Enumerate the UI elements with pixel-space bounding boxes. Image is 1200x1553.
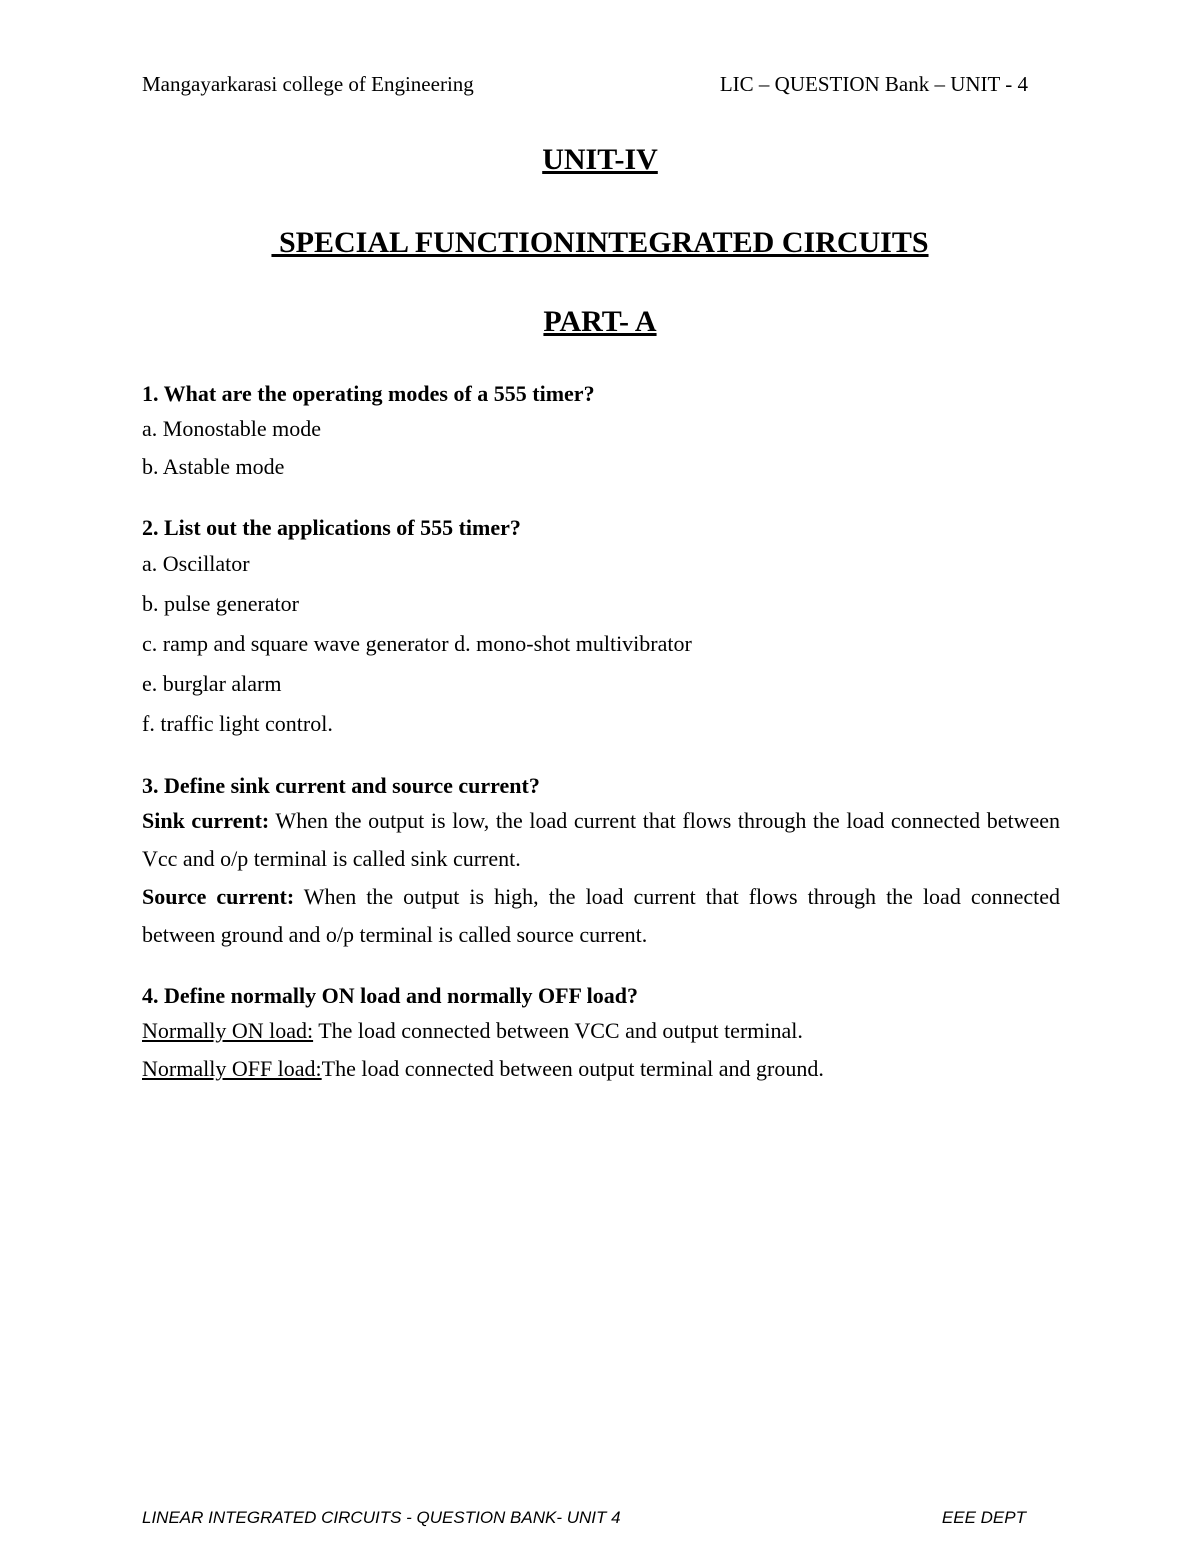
page-footer [142, 1508, 1026, 1528]
sink-current-text: When the output is low, the load current that flows through the load connected between Vcc and o/p terminal is called sink current. [142, 808, 1060, 871]
source-current-text: When the output is high, the load current that flows through the load connected between ground and o/p terminal is called source current. [142, 884, 1060, 947]
subject-title: SPECIAL FUNCTIONINTEGRATED CIRCUITS [271, 226, 929, 259]
sink-current-definition [142, 802, 1060, 878]
footer-course-label: LINEAR INTEGRATED CIRCUITS - QUESTION BANK- UNIT 4 [142, 1508, 621, 1527]
answer-item: f. traffic light control. [142, 711, 333, 736]
question-block-1 [142, 378, 1060, 486]
unit-title: UNIT-IV [542, 143, 658, 176]
normally-off-load-definition [142, 1050, 1060, 1088]
question-heading: 1. What are the operating modes of a 555 timer? [142, 381, 595, 406]
normally-on-load-text: The load connected between VCC and output terminal. [313, 1018, 803, 1043]
normally-off-load-text: The load connected between output terminal and ground. [321, 1056, 824, 1081]
question-block-2 [142, 512, 1060, 744]
normally-on-load-term: Normally ON load: [142, 1018, 314, 1043]
source-current-term: Source current: [142, 884, 295, 909]
answer-item: b. pulse generator [142, 591, 299, 616]
question-heading: 4. Define normally ON load and normally OFF load? [142, 983, 639, 1008]
question-list [142, 378, 1060, 1114]
part-title: PART- A [543, 305, 657, 338]
question-heading: 2. List out the applications of 555 timer? [142, 515, 521, 540]
source-current-definition [142, 878, 1060, 954]
answer-item: b. Astable mode [142, 454, 285, 479]
question-block-3 [142, 770, 1060, 954]
answer-item: c. ramp and square wave generator d. mono-shot multivibrator [142, 631, 692, 656]
sink-current-term: Sink current: [142, 808, 270, 833]
normally-on-load-definition [142, 1012, 1060, 1050]
question-block-4 [142, 980, 1060, 1088]
question-heading: 3. Define sink current and source current? [142, 773, 540, 798]
answer-item: a. Oscillator [142, 551, 250, 576]
answer-item: a. Monostable mode [142, 416, 322, 441]
page-header [142, 72, 1028, 97]
footer-department-label: EEE DEPT [941, 1508, 1026, 1527]
header-question-bank-label: LIC – QUESTION Bank – UNIT - 4 [719, 72, 1028, 96]
normally-off-load-term: Normally OFF load: [142, 1056, 322, 1081]
answer-item: e. burglar alarm [142, 671, 282, 696]
header-college-name: Mangayarkarasi college of Engineering [142, 72, 474, 96]
